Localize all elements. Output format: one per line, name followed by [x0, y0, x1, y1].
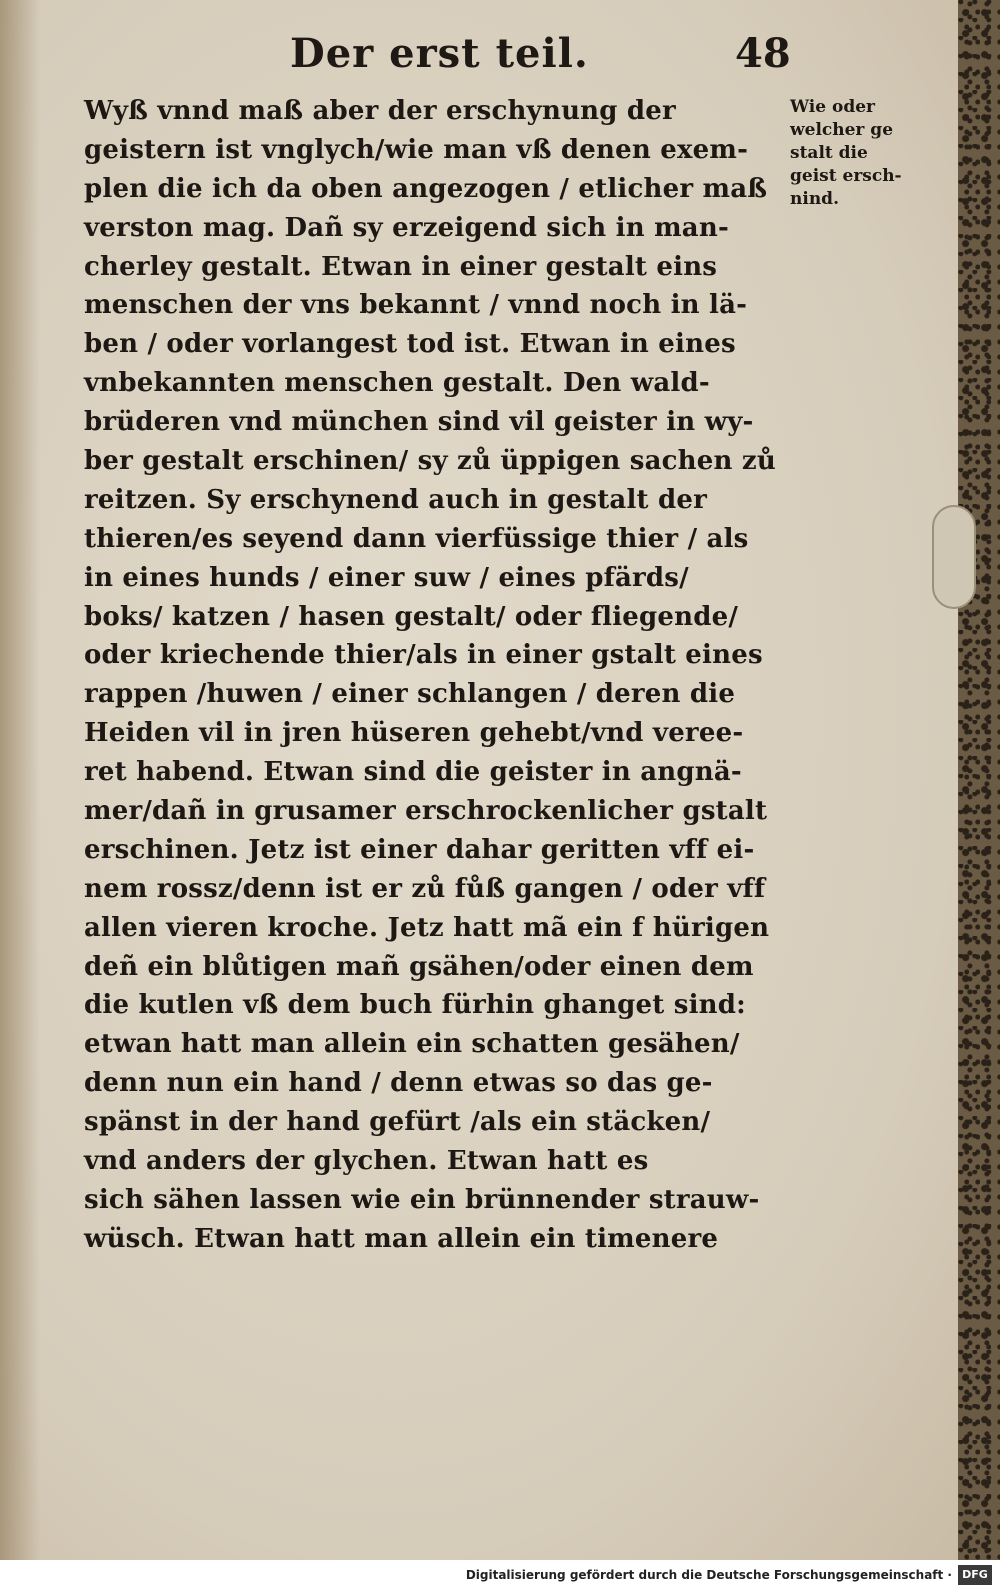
dfg-logo-icon: DFG: [958, 1565, 992, 1585]
marginal-note: [790, 96, 920, 211]
text-line: ber gestalt erschinen/ sy zů üppigen sachen zů: [84, 446, 776, 477]
funding-credit: Digitalisierung gefördert durch die Deutsche Forschungsgemeinschaft ·: [465, 1568, 952, 1582]
text-line: brüderen vnd münchen sind vil geister in wy-: [84, 407, 754, 438]
page-number: 48: [735, 30, 791, 77]
text-line: reitzen. Sy erschynend auch in gestalt der: [84, 484, 708, 515]
text-line: die kutlen vß dem buch fürhin ghanget sind:: [84, 990, 746, 1021]
marginal-note-line: welcher ge: [790, 120, 894, 140]
text-line: ben / oder vorlangest tod ist. Etwan in eines: [84, 329, 736, 360]
text-line: in eines hunds / einer suw / eines pfärds/: [84, 562, 689, 593]
marginal-note-line: nind.: [790, 189, 839, 209]
text-line: mer/dañ in grusamer erschrockenlicher gstalt: [84, 796, 768, 827]
marginal-note-line: geist ersch-: [790, 166, 902, 186]
text-line: cherley gestalt. Etwan in einer gestalt eins: [84, 251, 718, 282]
text-line: ret habend. Etwan sind die geister in angnä-: [84, 757, 742, 788]
text-line: Heiden vil in jren hüseren gehebt/vnd veree-: [84, 718, 744, 749]
marginal-note-line: stalt die: [790, 143, 868, 163]
text-line: menschen der vns bekannt / vnnd noch in lä-: [84, 290, 748, 321]
text-line: nem rossz/denn ist er zů fůß gangen / oder vff: [84, 873, 766, 904]
text-line: rappen /huwen / einer schlangen / deren die: [84, 679, 736, 710]
text-line: etwan hatt man allein ein schatten gesähen/: [84, 1029, 740, 1060]
text-line: Wyß vnnd maß aber der erschynung der: [84, 96, 676, 126]
text-line: sich sähen lassen wie ein brünnender strauw-: [84, 1184, 760, 1215]
text-line: geistern ist vnglych/wie man vß denen exem-: [84, 134, 749, 165]
text-line: wüsch. Etwan hatt man allein ein timenere: [84, 1223, 719, 1254]
marginal-note-line: Wie oder: [790, 97, 875, 117]
text-line: denn nun ein hand / denn etwas so das ge-: [84, 1068, 713, 1099]
bookmark-tab: [932, 505, 976, 609]
text-line: vnd anders der glychen. Etwan hatt es: [84, 1146, 649, 1177]
text-line: vnbekannten menschen gestalt. Den wald-: [84, 368, 710, 399]
text-line: spänst in der hand gefürt /als ein stäcken/: [84, 1107, 711, 1138]
text-line: boks/ katzen / hasen gestalt/ oder fliegende/: [84, 601, 739, 632]
text-line: thieren/es seyend dann vierfüssige thier / als: [84, 523, 749, 554]
body-text: [84, 92, 784, 1259]
text-line: allen vieren kroche. Jetz hatt mã ein f hürigen: [84, 912, 770, 943]
running-title: Der erst teil.: [290, 30, 589, 77]
adjacent-page-edge: [958, 0, 1000, 1560]
text-line: deñ ein blůtigen mañ gsähen/oder einen dem: [84, 951, 754, 982]
text-line: oder kriechende thier/als in einer gstalt eines: [84, 640, 763, 671]
page-gutter-shadow: [0, 0, 40, 1560]
text-line: plen die ich da oben angezogen / etlicher maß: [84, 173, 768, 204]
text-line: erschinen. Jetz ist einer dahar geritten vff ei-: [84, 834, 755, 865]
page-header: [290, 30, 810, 90]
footer-bar: [0, 1560, 1000, 1592]
text-line: verston mag. Dañ sy erzeigend sich in man-: [84, 212, 729, 243]
